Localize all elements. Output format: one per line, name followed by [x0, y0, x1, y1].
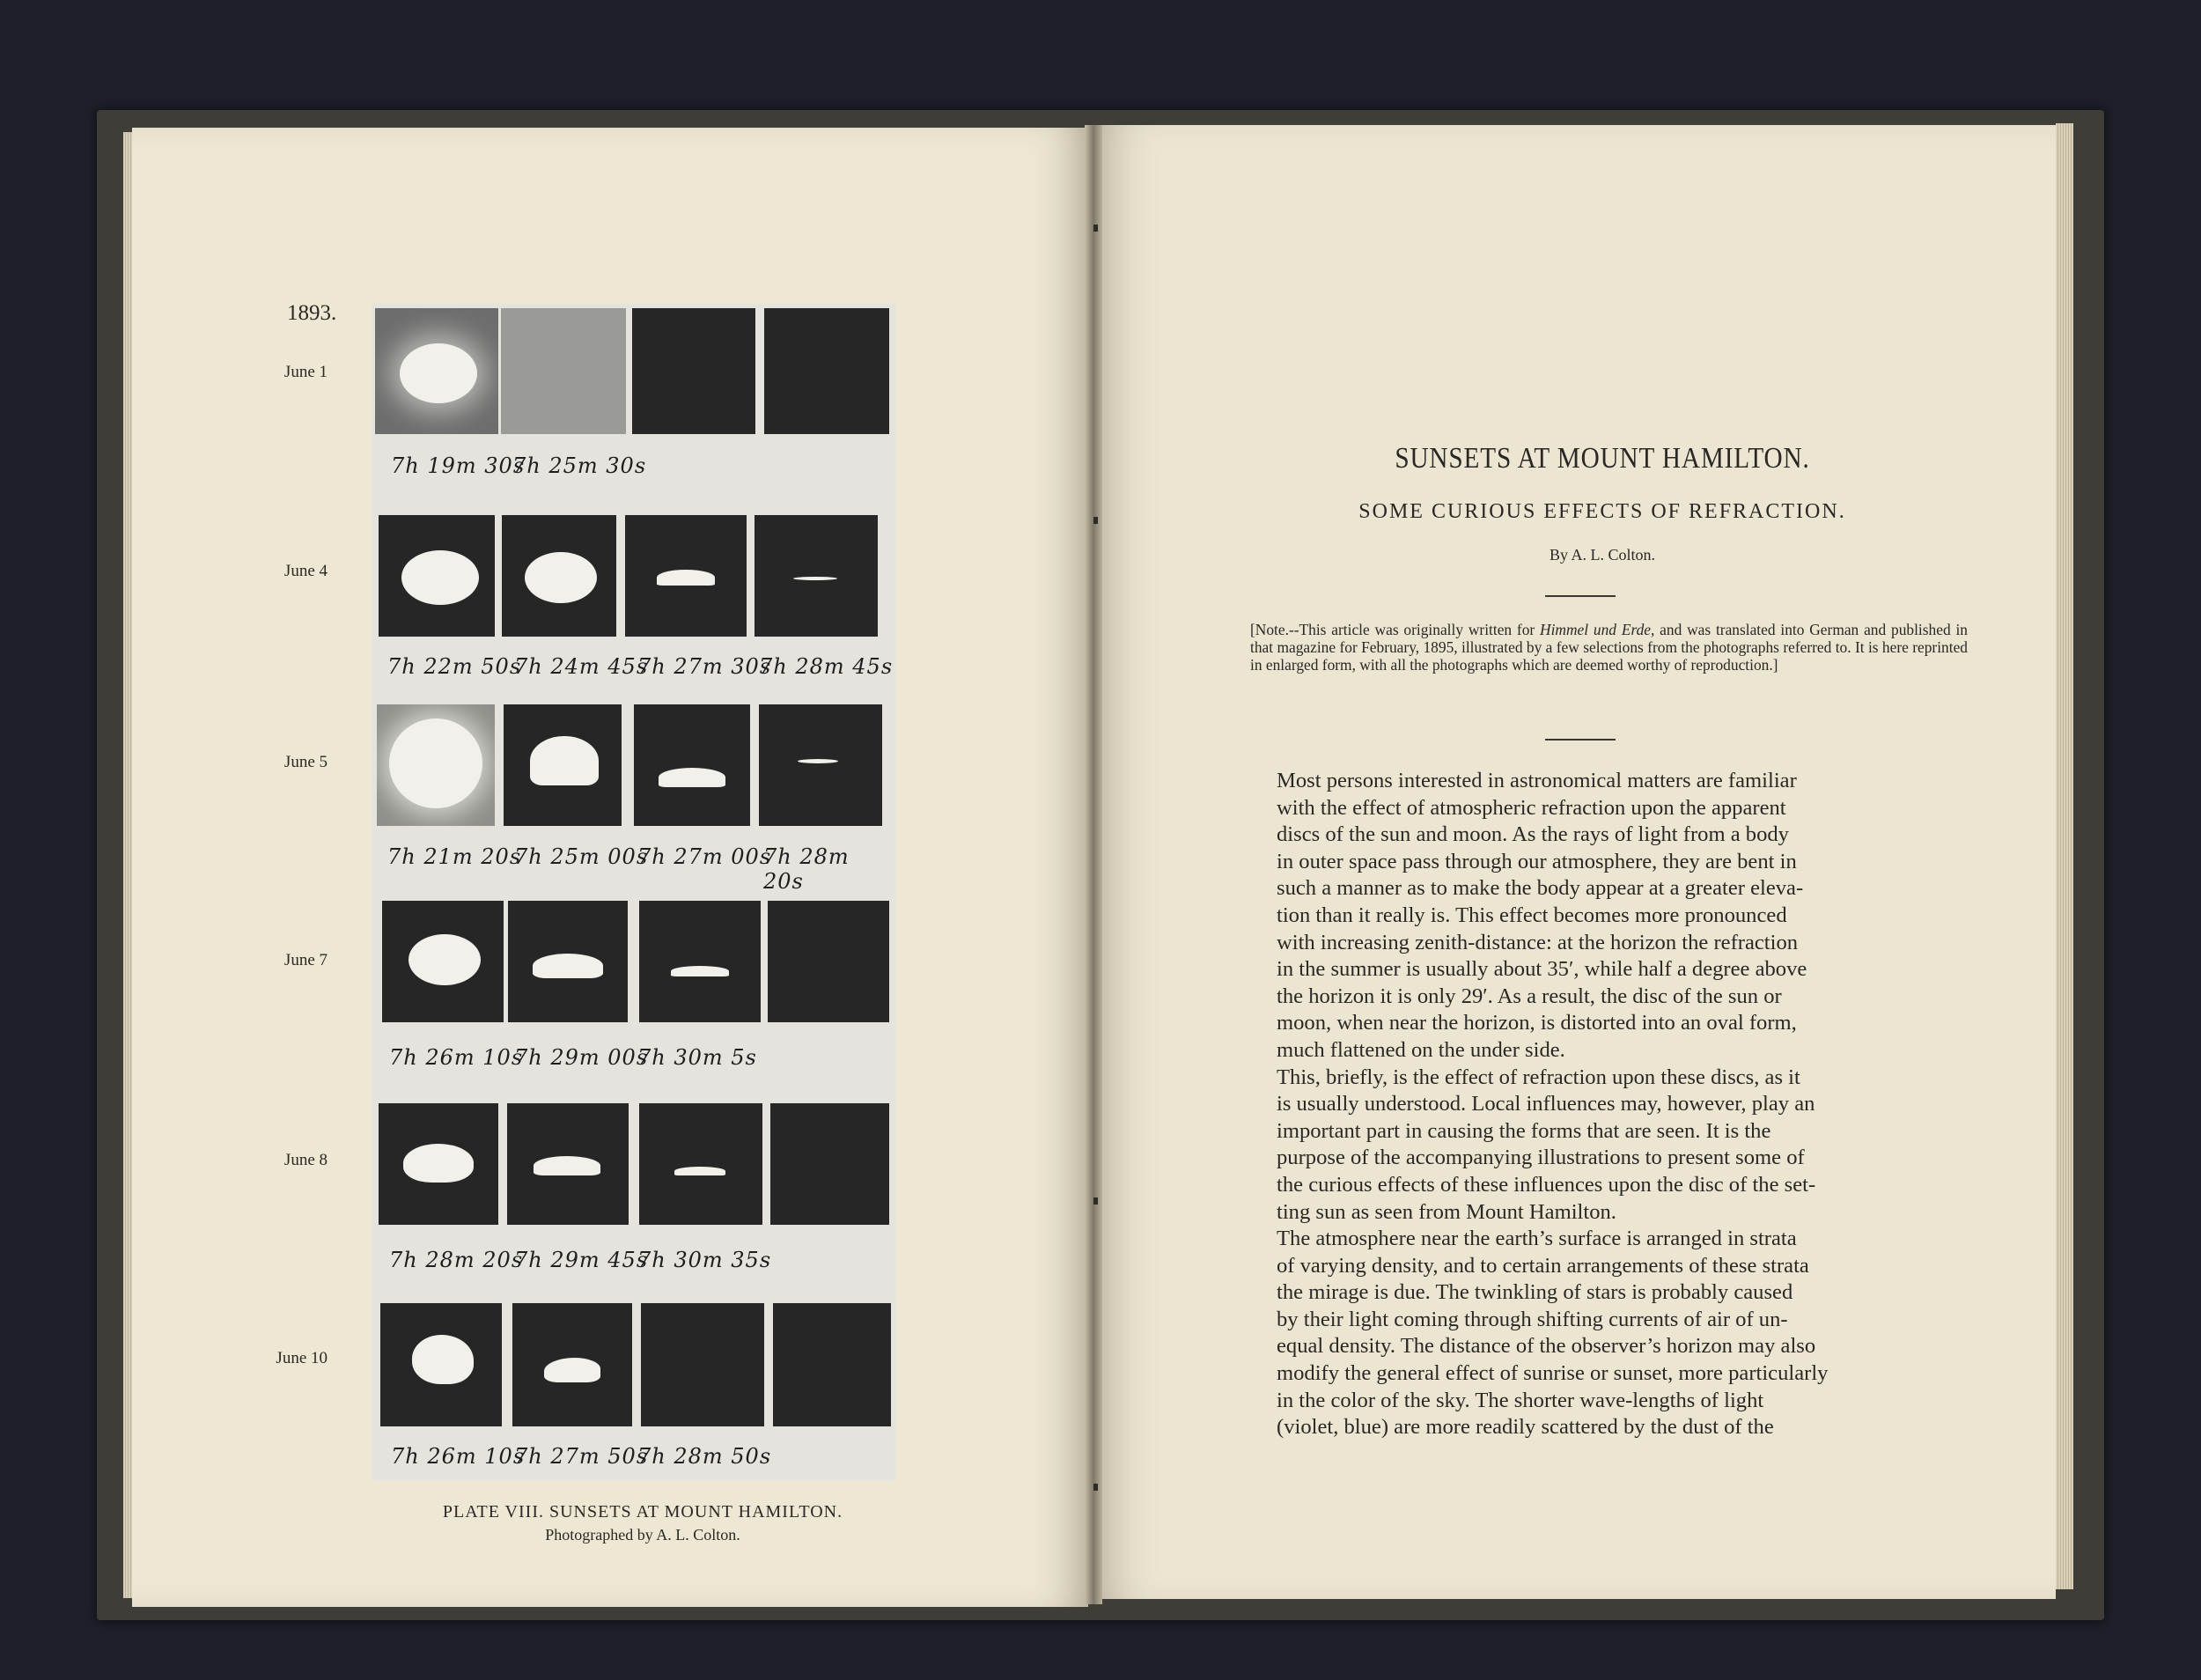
sun-photo: [773, 1303, 891, 1426]
time-label: 7h 28m 45s: [759, 654, 894, 679]
time-label: 7h 25m 30s: [512, 453, 647, 478]
row-date-june-8: June 8: [283, 1151, 328, 1169]
sun-photo: [755, 515, 878, 637]
sun-disc: [671, 966, 729, 976]
sun-disc: [409, 934, 481, 985]
text-line: The atmosphere near the earth’s surface is arranged in strata: [1277, 1227, 1797, 1251]
text-line: (violet, blue) are more readily scattered by the dust of the: [1277, 1415, 1774, 1440]
text-line: by their light coming through shifting currents of air of un-: [1277, 1307, 1788, 1331]
text-line: ting sun as seen from Mount Hamilton.: [1277, 1199, 1616, 1224]
sun-photo: [768, 901, 889, 1022]
time-label: 7h 27m 00s: [637, 844, 772, 869]
plate-caption: PLATE VIII. SUNSETS AT MOUNT HAMILTON.: [442, 1502, 843, 1522]
text-line: is usually understood. Local influences may, however, play an: [1277, 1092, 1815, 1116]
paragraph: [1250, 768, 1985, 1065]
row-date-june-7: June 7: [283, 951, 328, 969]
sun-disc: [401, 550, 479, 605]
text-line: equal density. The distance of the observer’s horizon may also: [1277, 1334, 1816, 1359]
text-line: in the summer is usually about 35′, while half a degree above: [1277, 957, 1807, 982]
sun-disc: [533, 954, 603, 978]
time-label: 7h 29m 45s: [514, 1248, 649, 1272]
text-line: purpose of the accompanying illustrations to present some of: [1277, 1146, 1805, 1170]
time-label: 7h 22m 50s: [387, 654, 522, 679]
sun-photo: [625, 515, 747, 637]
note-text: --This article was originally written for: [1288, 621, 1541, 638]
text-line: with increasing zenith-distance: at the horizon the refraction: [1277, 930, 1799, 954]
text-line: the horizon it is only 29′. As a result, the disc of the sun or: [1277, 984, 1782, 1008]
editorial-note: [1250, 621, 1968, 674]
book-gutter: [1085, 125, 1102, 1604]
sun-photo: [379, 1103, 498, 1225]
sun-disc: [544, 1358, 600, 1382]
sun-photo: [380, 1303, 502, 1426]
time-label: 7h 28m 50s: [637, 1444, 772, 1469]
sun-photo: [501, 308, 626, 434]
sun-disc: [798, 759, 838, 763]
sun-disc: [793, 577, 837, 580]
sun-photo: [512, 1303, 632, 1426]
text-line: tion than it really is. This effect becomes more pronounced: [1277, 903, 1787, 927]
text-line: moon, when near the horizon, is distorted into an oval form,: [1277, 1011, 1797, 1035]
text-line: of varying density, and to certain arrangements of these strata: [1277, 1253, 1809, 1278]
sun-photo: [382, 901, 504, 1022]
sun-photo: [632, 308, 755, 434]
sun-disc: [530, 736, 599, 785]
row-date-june-4: June 4: [283, 562, 328, 580]
time-label: 7h 26m 10s: [391, 1444, 526, 1469]
sun-disc: [659, 768, 725, 787]
text-line: much flattened on the under side.: [1277, 1037, 1565, 1062]
sun-disc: [412, 1335, 474, 1384]
time-label: 7h 25m 00s: [514, 844, 649, 869]
sun-photo: [764, 308, 889, 434]
text-line: in the color of the sky. The shorter wave-lengths of light: [1277, 1388, 1764, 1412]
text-line: such a manner as to make the body appear at a greater eleva-: [1277, 876, 1804, 901]
row-date-june-1: June 1: [283, 363, 328, 381]
text-line: discs of the sun and moon. As the rays of light from a body: [1277, 822, 1789, 847]
article-byline: By A. L. Colton.: [1549, 546, 1655, 564]
right-page-edges: [2056, 123, 2073, 1589]
sun-disc: [525, 552, 597, 603]
time-label: 7h 27m 30s: [637, 654, 772, 679]
sun-photo: [639, 901, 761, 1022]
note-lead: [Note.: [1250, 621, 1289, 638]
row-date-june-10: June 10: [276, 1349, 328, 1367]
binding-stitch: [1093, 1484, 1098, 1491]
paragraph: [1250, 1065, 1985, 1227]
sunset-photo-plate: [372, 304, 895, 1481]
sun-photo: [504, 704, 622, 826]
sun-photo: [759, 704, 882, 826]
time-label: 7h 28m 20s: [763, 844, 850, 894]
sun-photo: [508, 901, 628, 1022]
sun-photo: [639, 1103, 762, 1225]
time-label: 7h 28m 20s: [389, 1248, 524, 1272]
sun-disc: [657, 570, 715, 586]
plate-credit: Photographed by A. L. Colton.: [545, 1526, 740, 1544]
sun-photo: [379, 515, 495, 637]
binding-stitch: [1093, 225, 1098, 232]
sun-disc: [389, 718, 482, 808]
time-label: 7h 26m 10s: [389, 1045, 524, 1070]
time-label: 7h 24m 45s: [514, 654, 649, 679]
text-line: in outer space pass through our atmosphere, they are bent in: [1277, 849, 1797, 873]
text-line: modify the general effect of sunrise or sunset, more particularly: [1277, 1361, 1829, 1386]
time-label: 7h 30m 35s: [637, 1248, 772, 1272]
time-label: 7h 29m 00s: [514, 1045, 649, 1070]
text-line: with the effect of atmospheric refraction upon the apparent: [1277, 795, 1786, 820]
time-label: 7h 30m 5s: [637, 1045, 757, 1070]
plate-year: 1893.: [287, 301, 337, 325]
time-label: 7h 19m 30s: [391, 453, 526, 478]
sun-photo: [377, 704, 495, 826]
sun-photo: [375, 308, 498, 434]
article-subtitle: SOME CURIOUS EFFECTS OF REFRACTION.: [1358, 500, 1846, 523]
divider: [1545, 739, 1616, 741]
sun-photo: [507, 1103, 629, 1225]
sun-disc: [403, 1144, 474, 1183]
paragraph: [1250, 1226, 1985, 1441]
binding-stitch: [1093, 1197, 1098, 1205]
text-line: important part in causing the forms that are seen. It is the: [1277, 1118, 1771, 1143]
article-body: [1250, 768, 1985, 1441]
divider: [1545, 595, 1616, 597]
sun-disc: [400, 343, 477, 403]
text-line: This, briefly, is the effect of refraction upon these discs, as it: [1277, 1065, 1800, 1089]
sun-photo: [641, 1303, 764, 1426]
sun-photo: [634, 704, 750, 826]
sun-disc: [534, 1156, 600, 1175]
note-italic: Himmel und Erde,: [1540, 621, 1655, 638]
row-date-june-5: June 5: [283, 753, 328, 771]
sun-photo: [502, 515, 616, 637]
sun-disc: [674, 1167, 725, 1175]
binding-stitch: [1093, 517, 1098, 524]
text-line: the mirage is due. The twinkling of stars is probably caused: [1277, 1280, 1793, 1305]
time-label: 7h 27m 50s: [514, 1444, 649, 1469]
time-label: 7h 21m 20s: [387, 844, 522, 869]
article-title: SUNSETS AT MOUNT HAMILTON.: [1395, 442, 1810, 475]
note-text: and was translated into German and published in that magazine for February, 1895, illustrated by a few selections from the photographs referred to. It is here reprinted in enlarged form, with all the photographs which are deemed worthy of reproduction.]: [1250, 621, 1968, 674]
sun-photo: [770, 1103, 889, 1225]
text-line: Most persons interested in astronomical matters are familiar: [1277, 769, 1797, 792]
text-line: the curious effects of these influences upon the disc of the set-: [1277, 1172, 1816, 1197]
